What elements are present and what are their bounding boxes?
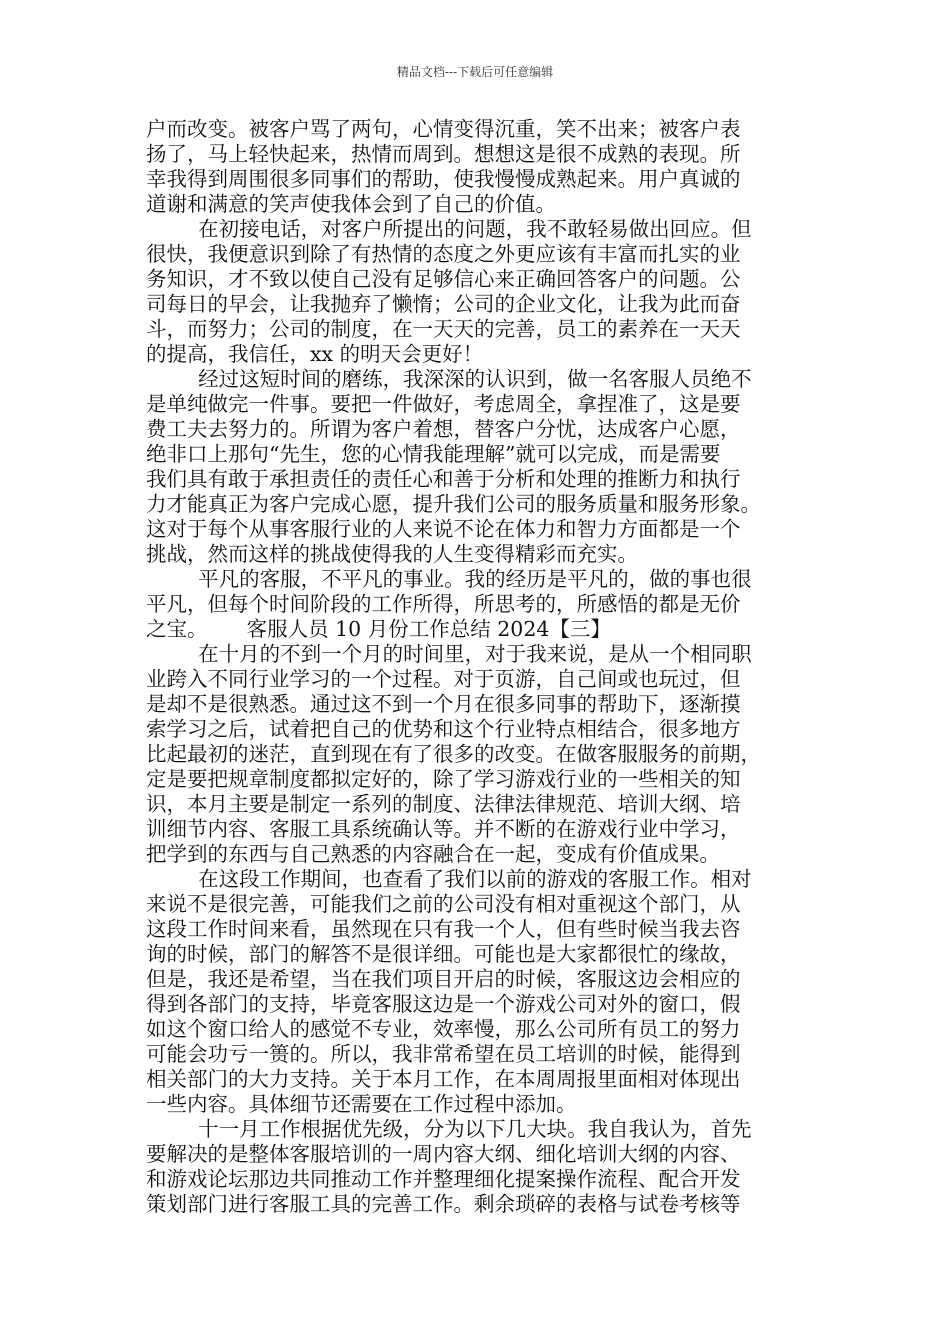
text-line: 十一月工作根据优先级，分为以下几大块。我自我认为，首先 <box>146 1117 752 1141</box>
text-line: 业跨入不同行业学习的一个过程。对于页游，自己间或也玩过，但 <box>146 667 741 691</box>
text-line: 询的时候，部门的解答不是很详细。可能也是大家都很忙的缘故， <box>146 942 741 966</box>
text-line: 相关部门的大力支持。关于本月工作，在本周周报里面相对体现出 <box>146 1067 741 1091</box>
text-line: 在初接电话，对客户所提出的问题，我不敢轻易做出回应。但 <box>146 217 752 241</box>
text-line: 索学习之后，试着把自己的优势和这个行业特点相结合，很多地方 <box>146 717 741 741</box>
text-line: 挑战，然而这样的挑战使得我的人生变得精彩而充实。 <box>146 542 638 566</box>
text-line: 在十月的不到一个月的时间里，对于我来说，是从一个相同职 <box>146 642 752 666</box>
text-line: 斗，而努力；公司的制度，在一天天的完善，员工的素养在一天天 <box>146 317 741 341</box>
text-line: 策划部门进行客服工具的完善工作。剩余琐碎的表格与试卷考核等 <box>146 1192 741 1216</box>
text-line: 这段工作时间来看，虽然现在只有我一个人，但有些时候当我去咨 <box>146 917 741 941</box>
text-line: 扬了，马上轻快起来，热情而周到。想想这是很不成熟的表现。所 <box>146 142 741 166</box>
text-line: 经过这短时间的磨练，我深深的认识到，做一名客服人员绝不 <box>146 367 752 391</box>
document-body <box>146 117 812 1217</box>
text-line: 把学到的东西与自己熟悉的内容融合在一起，变成有价值成果。 <box>146 842 720 866</box>
text-line: 训细节内容、客服工具系统确认等。并不断的在游戏行业中学习， <box>146 817 741 841</box>
text-line: 但是，我还是希望，当在我们项目开启的时候，客服这边会相应的 <box>146 967 741 991</box>
text-line: 一些内容。具体细节还需要在工作过程中添加。 <box>146 1092 577 1116</box>
text-line: 的提高，我信任，xx 的明天会更好！ <box>146 342 484 366</box>
text-line: 是却不是很熟悉。通过这不到一个月在很多同事的帮助下，逐渐摸 <box>146 692 741 716</box>
page-header: 精品文档---下载后可任意编辑 <box>396 65 554 79</box>
text-line: 是单纯做完一件事。要把一件做好，考虑周全，拿捏准了，这是要 <box>146 392 741 416</box>
text-line: 这对于每个从事客服行业的人来说不论在体力和智力方面都是一个 <box>146 517 741 541</box>
text-line: 来说不是很完善，可能我们之前的公司没有相对重视这个部门，从 <box>146 892 741 916</box>
text-line: 可能会功亏一篑的。所以，我非常希望在员工培训的时候，能得到 <box>146 1042 741 1066</box>
text-line: 要解决的是整体客服培训的一周内容大纲、细化培训大纲的内容、 <box>146 1142 741 1166</box>
text-line: 道谢和满意的笑声使我体会到了自己的价值。 <box>146 192 556 216</box>
text-line: 平凡，但每个时间阶段的工作所得，所思考的，所感悟的都是无价 <box>146 592 741 616</box>
text-line: 在这段工作期间，也查看了我们以前的游戏的客服工作。相对 <box>146 867 752 891</box>
text-line: 司每日的早会，让我抛弃了懒惰；公司的企业文化，让我为此而奋 <box>146 292 741 316</box>
text-line: 得到各部门的支持，毕竟客服这边是一个游戏公司对外的窗口，假 <box>146 992 741 1016</box>
text-line: 比起最初的迷茫，直到现在有了很多的改变。在做客服服务的前期， <box>146 742 761 766</box>
text-line: 识，本月主要是制定一系列的制度、法律法律规范、培训大纲、培 <box>146 792 741 816</box>
text-line: 力才能真正为客户完成心愿，提升我们公司的服务质量和服务形象。 <box>146 492 761 516</box>
text-line: 定是要把规章制度都拟定好的，除了学习游戏行业的一些相关的知 <box>146 767 741 791</box>
text-line: 平凡的客服，不平凡的事业。我的经历是平凡的，做的事也很 <box>146 567 752 591</box>
text-line: 我们具有敢于承担责任的责任心和善于分析和处理的推断力和执行 <box>146 467 741 491</box>
text-line: 幸我得到周围很多同事们的帮助，使我慢慢成熟起来。用户真诚的 <box>146 167 741 191</box>
text-line: 务知识，才不致以使自己没有足够信心来正确回答客户的问题。公 <box>146 267 741 291</box>
section-heading-line: 之宝。 客服人员 10 月份工作总结 2024【三】 <box>146 617 611 641</box>
text-line: 费工夫去努力的。所谓为客户着想，替客户分忧，达成客户心愿， <box>146 417 741 441</box>
text-line: 很快，我便意识到除了有热情的态度之外更应该有丰富而扎实的业 <box>146 242 741 266</box>
text-line: 如这个窗口给人的感觉不专业，效率慢，那么公司所有员工的努力 <box>146 1017 741 1041</box>
text-line: 和游戏论坛那边共同推动工作并整理细化提案操作流程、配合开发 <box>146 1167 741 1191</box>
text-line: 户而改变。被客户骂了两句，心情变得沉重，笑不出来；被客户表 <box>146 117 741 141</box>
text-line: 绝非口上那句“先生，您的心情我能理解”就可以完成，而是需要 <box>146 442 721 466</box>
